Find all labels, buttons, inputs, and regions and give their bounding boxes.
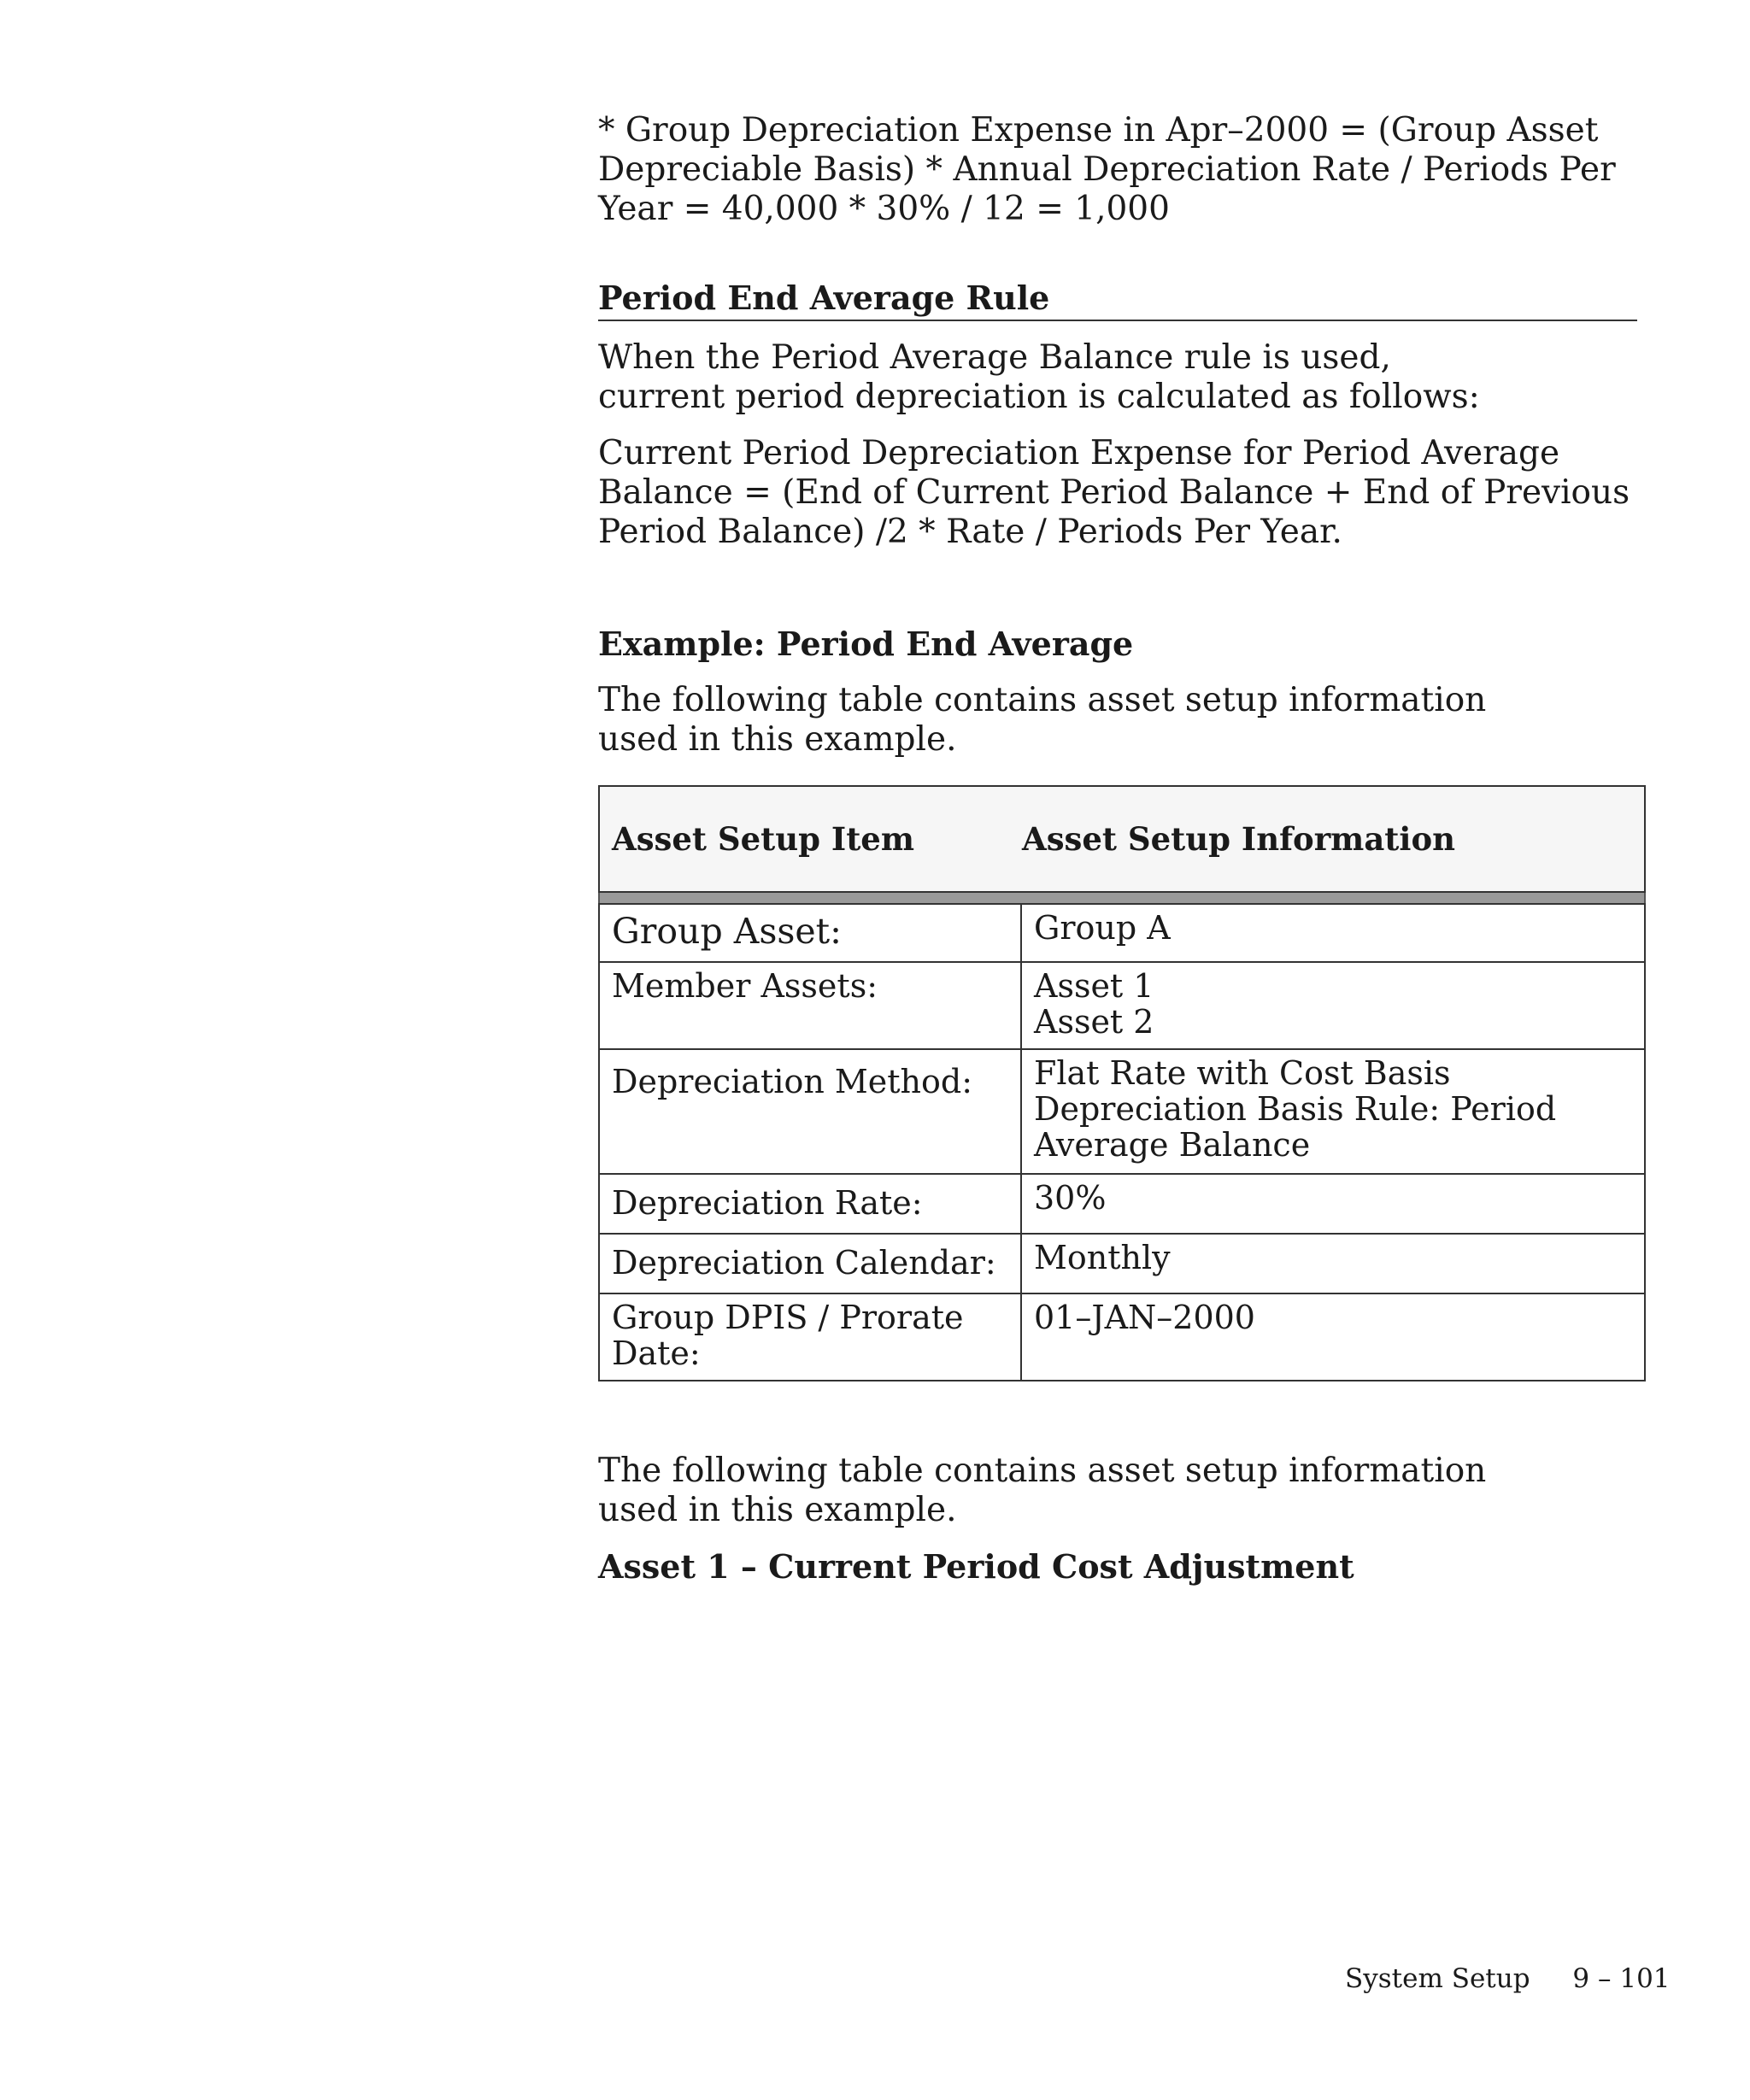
example-heading: Example: Period End Average xyxy=(598,625,1134,663)
example-intro: The following table contains asset setup information used in this example. xyxy=(598,681,1487,759)
footer-section-name: System Setup xyxy=(1345,1963,1530,1994)
table-row xyxy=(598,963,1646,1050)
table-cell-info xyxy=(1022,1235,1644,1293)
table-cell-line: Monthly xyxy=(1034,1239,1171,1276)
table-cell-item: Group Asset: xyxy=(600,905,1022,961)
asset-adjustment-heading: Asset 1 – Current Period Cost Adjustment xyxy=(598,1547,1354,1586)
section-heading: Period End Average Rule xyxy=(598,279,1637,321)
footer-page-number: 9 – 101 xyxy=(1572,1963,1671,1994)
table-row xyxy=(598,1294,1646,1381)
table-header-information: Asset Setup Information xyxy=(1022,820,1456,858)
table-cell-line: Group A xyxy=(1034,909,1171,947)
table-cell-item: Depreciation Method: xyxy=(600,1050,1022,1173)
table-cell-line: Flat Rate with Cost Basis xyxy=(1034,1054,1451,1092)
table-cell-info xyxy=(1022,905,1644,961)
table-cell-info xyxy=(1022,1050,1644,1173)
section-paragraph-2: Current Period Depreciation Expense for Period Average Balance = (End of Current Period Balance + End of Previous Period Balance) /2 * Rate / Periods Per Year. xyxy=(598,434,1630,551)
table-row xyxy=(598,903,1646,963)
table-cell-item: Depreciation Rate: xyxy=(600,1175,1022,1233)
table-header-separator xyxy=(598,893,1646,903)
table-cell-info xyxy=(1022,1175,1644,1233)
page-footer xyxy=(1345,1963,1671,1994)
table-row xyxy=(598,1235,1646,1294)
table-cell-item: Group DPIS / Prorate Date: xyxy=(600,1294,1022,1380)
section-paragraph-1: When the Period Average Balance rule is used, current period depreciation is calculated as follows: xyxy=(598,338,1480,416)
intro-formula: * Group Depreciation Expense in Apr–2000 = (Group Asset Depreciable Basis) * Annual Depreciation Rate / Periods Per Year = 40,000 * 30% / 12 = 1,000 xyxy=(598,111,1616,228)
table-cell-line: 30% xyxy=(1034,1179,1107,1217)
table-row xyxy=(598,1175,1646,1235)
table-cell-line: Asset 1 xyxy=(1034,967,1154,1005)
table-cell-item: Member Assets: xyxy=(600,963,1022,1048)
after-table-intro: The following table contains asset setup information used in this example. xyxy=(598,1452,1487,1529)
table-cell-info xyxy=(1022,1294,1644,1380)
table-header-item: Asset Setup Item xyxy=(612,820,914,858)
table-cell-line: 01–JAN–2000 xyxy=(1034,1299,1255,1336)
table-row xyxy=(598,1050,1646,1175)
table-cell-line: Asset 2 xyxy=(1034,1003,1154,1041)
document-body xyxy=(598,111,1641,1587)
table-header xyxy=(598,785,1646,893)
asset-setup-table xyxy=(598,785,1646,1381)
table-cell-line: Depreciation Basis Rule: Period Average Balance xyxy=(1034,1090,1557,1164)
table-cell-item: Depreciation Calendar: xyxy=(600,1235,1022,1293)
table-cell-info xyxy=(1022,963,1644,1048)
